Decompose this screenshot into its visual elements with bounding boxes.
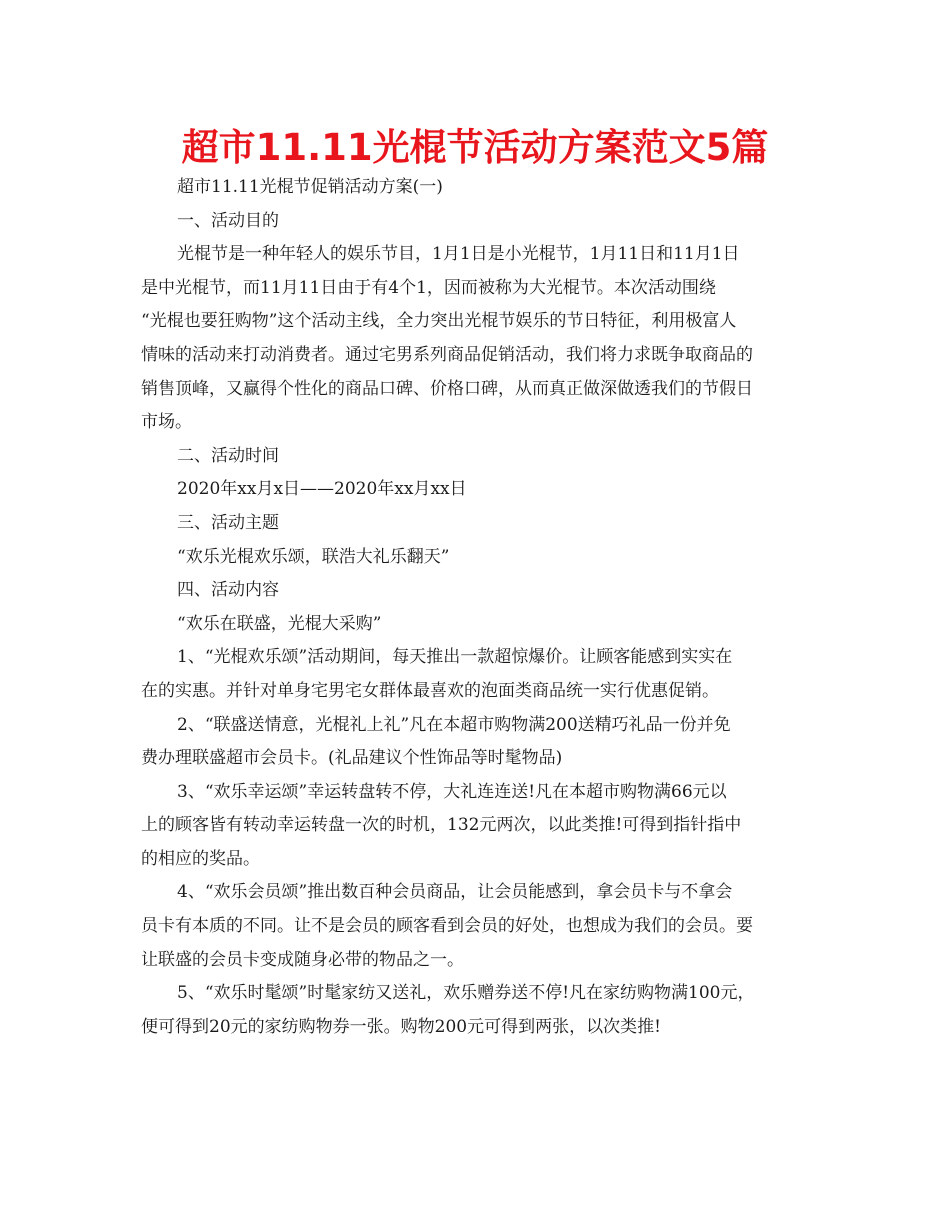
list-item-line: 便可得到20元的家纺购物券一张。购物200元可得到两张，以次类推! — [141, 1016, 661, 1037]
section-heading: 二、活动时间 — [177, 445, 279, 466]
section-heading: 四、活动内容 — [177, 580, 279, 601]
list-item-line: 在的实惠。并针对单身宅男宅女群体最喜欢的泡面类商品统一实行优惠促销。 — [141, 680, 719, 701]
list-item-line: 1、“光棍欢乐颂”活动期间，每天推出一款超惊爆价。让顾客能感到实实在 — [177, 647, 733, 668]
document-body — [141, 171, 813, 1044]
list-item-line: 3、“欢乐幸运颂”幸运转盘转不停，大礼连连送!凡在本超市购物满66元以 — [177, 781, 727, 802]
list-item-line: 的相应的奖品。 — [141, 848, 260, 869]
section-heading: 三、活动主题 — [177, 512, 279, 533]
paragraph-line: “欢乐光棍欢乐颂，联浩大礼乐翻天” — [177, 546, 450, 567]
list-item-line: 费办理联盛超市会员卡。(礼品建议个性饰品等时髦物品) — [141, 748, 563, 769]
list-item-line: 员卡有本质的不同。让不是会员的顾客看到会员的好处，也想成为我们的会员。要 — [141, 916, 753, 937]
section-heading: 一、活动目的 — [177, 210, 279, 231]
paragraph-line: 情味的活动来打动消费者。通过宅男系列商品促销活动，我们将力求既争取商品的 — [141, 344, 753, 365]
paragraph-line: 2020年xx月x日——2020年xx月xx日 — [177, 479, 467, 500]
paragraph-line: 销售顶峰，又赢得个性化的商品口碑、价格口碑，从而真正做深做透我们的节假日 — [141, 378, 753, 399]
paragraph-line: “欢乐在联盛，光棍大采购” — [177, 613, 382, 634]
list-item-line: 5、“欢乐时髦颂”时髦家纺又送礼，欢乐赠券送不停!凡在家纺购物满100元， — [177, 983, 755, 1004]
paragraph-line: 市场。 — [141, 412, 192, 433]
list-item-line: 4、“欢乐会员颂”推出数百种会员商品，让会员能感到，拿会员卡与不拿会 — [177, 882, 733, 903]
paragraph-line: “光棍也要狂购物”这个活动主线，全力突出光棍节娱乐的节日特征，利用极富人 — [141, 311, 737, 332]
section-heading: 超市11.11光棍节促销活动方案(一) — [177, 177, 443, 197]
paragraph-line: 是中光棍节，而11月11日由于有4个1，因而被称为大光棍节。本次活动围绕 — [141, 277, 716, 298]
paragraph-line: 光棍节是一种年轻人的娱乐节目，1月1日是小光棍节，1月11日和11月1日 — [177, 244, 740, 265]
list-item-line: 让联盛的会员卡变成随身必带的物品之一。 — [141, 949, 464, 970]
document-title: 超市11.11光棍节活动方案范文5篇 — [181, 126, 769, 169]
list-item-line: 2、“联盛送情意，光棍礼上礼”凡在本超市购物满200送精巧礼品一份并免 — [177, 714, 731, 735]
list-item-line: 上的顾客皆有转动幸运转盘一次的时机，132元两次，以此类推!可得到指针指中 — [141, 815, 742, 836]
